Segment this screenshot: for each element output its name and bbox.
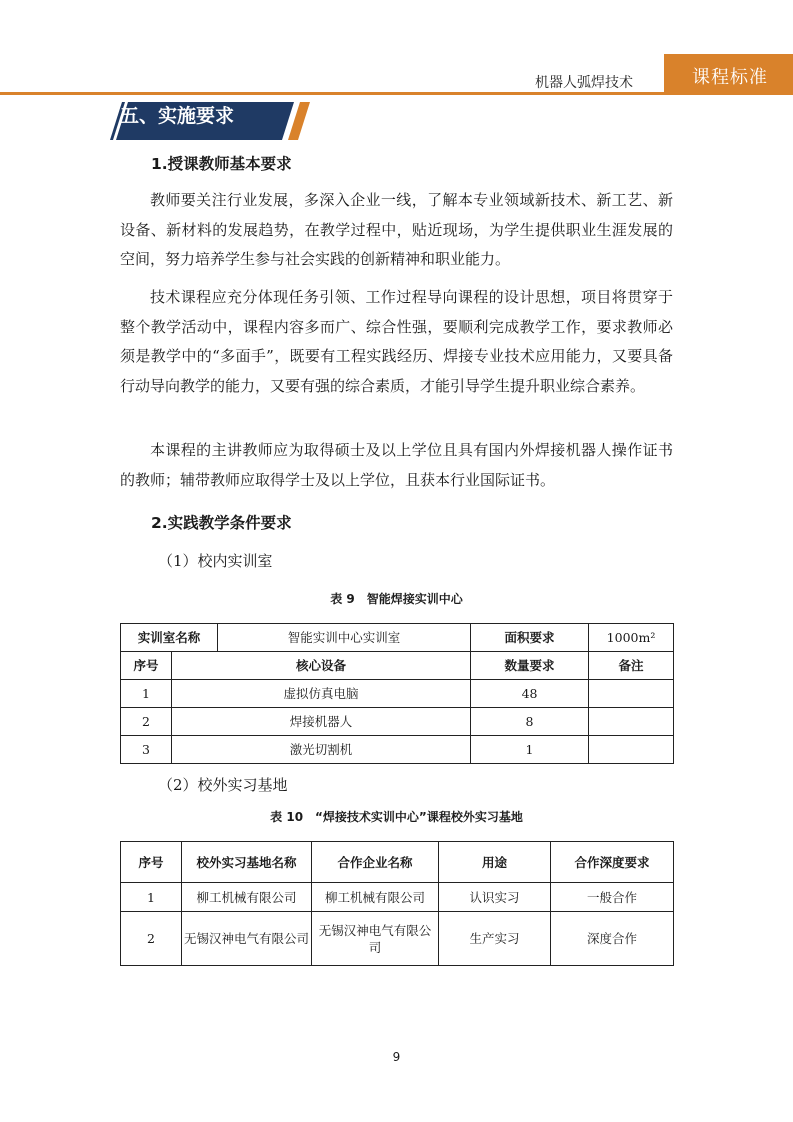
table-row (121, 883, 674, 912)
practice-heading: 2.实践教学条件要求 (151, 514, 292, 532)
table9-cell-equipment: 虚拟仿真电脑 (172, 680, 471, 708)
table10-header-use: 用途 (439, 842, 551, 883)
table10-cell-depth: 深度合作 (551, 912, 674, 966)
table9-caption: 表 9 智能焊接实训中心 (330, 592, 463, 606)
table10-header-base: 校外实习基地名称 (182, 842, 312, 883)
table-row (121, 680, 674, 708)
doc-type-label: 课程标准 (692, 67, 768, 88)
header-rule (0, 92, 793, 95)
table10-header-depth: 合作深度要求 (551, 842, 674, 883)
table10-cell-no: 1 (121, 883, 182, 912)
table9-header-qty: 数量要求 (471, 652, 589, 680)
external-base-label: （2）校外实习基地 (158, 776, 288, 794)
table10-cell-company: 柳工机械有限公司 (312, 883, 439, 912)
table9-cell-no: 3 (121, 736, 172, 764)
table9-cell-qty: 1 (471, 736, 589, 764)
table-row (121, 736, 674, 764)
table-row (121, 912, 674, 966)
table10-cell-use: 生产实习 (439, 912, 551, 966)
table10-cell-use: 认识实习 (439, 883, 551, 912)
table10-header-no: 序号 (121, 842, 182, 883)
table9-cell-equipment: 激光切割机 (172, 736, 471, 764)
page-number: 9 (392, 1050, 401, 1064)
course-title: 机器人弧焊技术 (535, 75, 633, 91)
table9-cell-equipment: 焊接机器人 (172, 708, 471, 736)
table9-header-equipment: 核心设备 (172, 652, 471, 680)
room-name-label: 实训室名称 (121, 624, 218, 652)
table10-cell-base: 柳工机械有限公司 (182, 883, 312, 912)
teacher-paragraph-1: 教师要关注行业发展，多深入企业一线，了解本专业领域新技术、新工艺、新设备、新材料的发展趋势，在教学过程中，贴近现场，为学生提供职业生涯发展的空间，努力培养学生参与社会实践的创新精神和职业能力。 (120, 191, 673, 268)
table9-cell-no: 1 (121, 680, 172, 708)
table10-caption: 表 10 “焊接技术实训中心”课程校外实习基地 (270, 810, 523, 824)
table9-cell-note (589, 736, 674, 764)
table9-cell-qty: 48 (471, 680, 589, 708)
table10 (120, 841, 674, 966)
table-row (121, 708, 674, 736)
table10-cell-base: 无锡汉神电气有限公司 (182, 912, 312, 966)
table10-cell-depth: 一般合作 (551, 883, 674, 912)
area-label: 面积要求 (471, 624, 589, 652)
table9-cell-no: 2 (121, 708, 172, 736)
room-name-value: 智能实训中心实训室 (218, 624, 471, 652)
teacher-paragraph-3: 本课程的主讲教师应为取得硕士及以上学位且具有国内外焊接机器人操作证书的教师；辅带教师应取得学士及以上学位，且获本行业国际证书。 (120, 441, 673, 489)
table9-header-no: 序号 (121, 652, 172, 680)
table10-header-company: 合作企业名称 (312, 842, 439, 883)
table10-header-row (121, 842, 674, 883)
table9-cell-qty: 8 (471, 708, 589, 736)
table9-room-row (121, 624, 674, 652)
section-title: 五、实施要求 (120, 105, 235, 127)
table10-cell-company: 无锡汉神电气有限公司 (312, 912, 439, 966)
table9-header-note: 备注 (589, 652, 674, 680)
table9-cell-note (589, 708, 674, 736)
internal-lab-label: （1）校内实训室 (158, 552, 273, 570)
table9 (120, 623, 674, 764)
area-value: 1000m² (589, 624, 674, 652)
teacher-paragraph-2: 技术课程应充分体现任务引领、工作过程导向课程的设计思想，项目将贯穿于整个教学活动中，课程内容多而广、综合性强，要顺利完成教学工作，要求教师必须是教学中的“多面手”，既要有工程实践经历、焊接专业技术应用能力，又要具备行动导向教学的能力，又要有强的综合素质，才能引导学生提升职业综合素养。 (120, 288, 673, 395)
teacher-heading: 1.授课教师基本要求 (151, 155, 292, 173)
table9-cell-note (589, 680, 674, 708)
table9-header-row (121, 652, 674, 680)
table10-cell-no: 2 (121, 912, 182, 966)
